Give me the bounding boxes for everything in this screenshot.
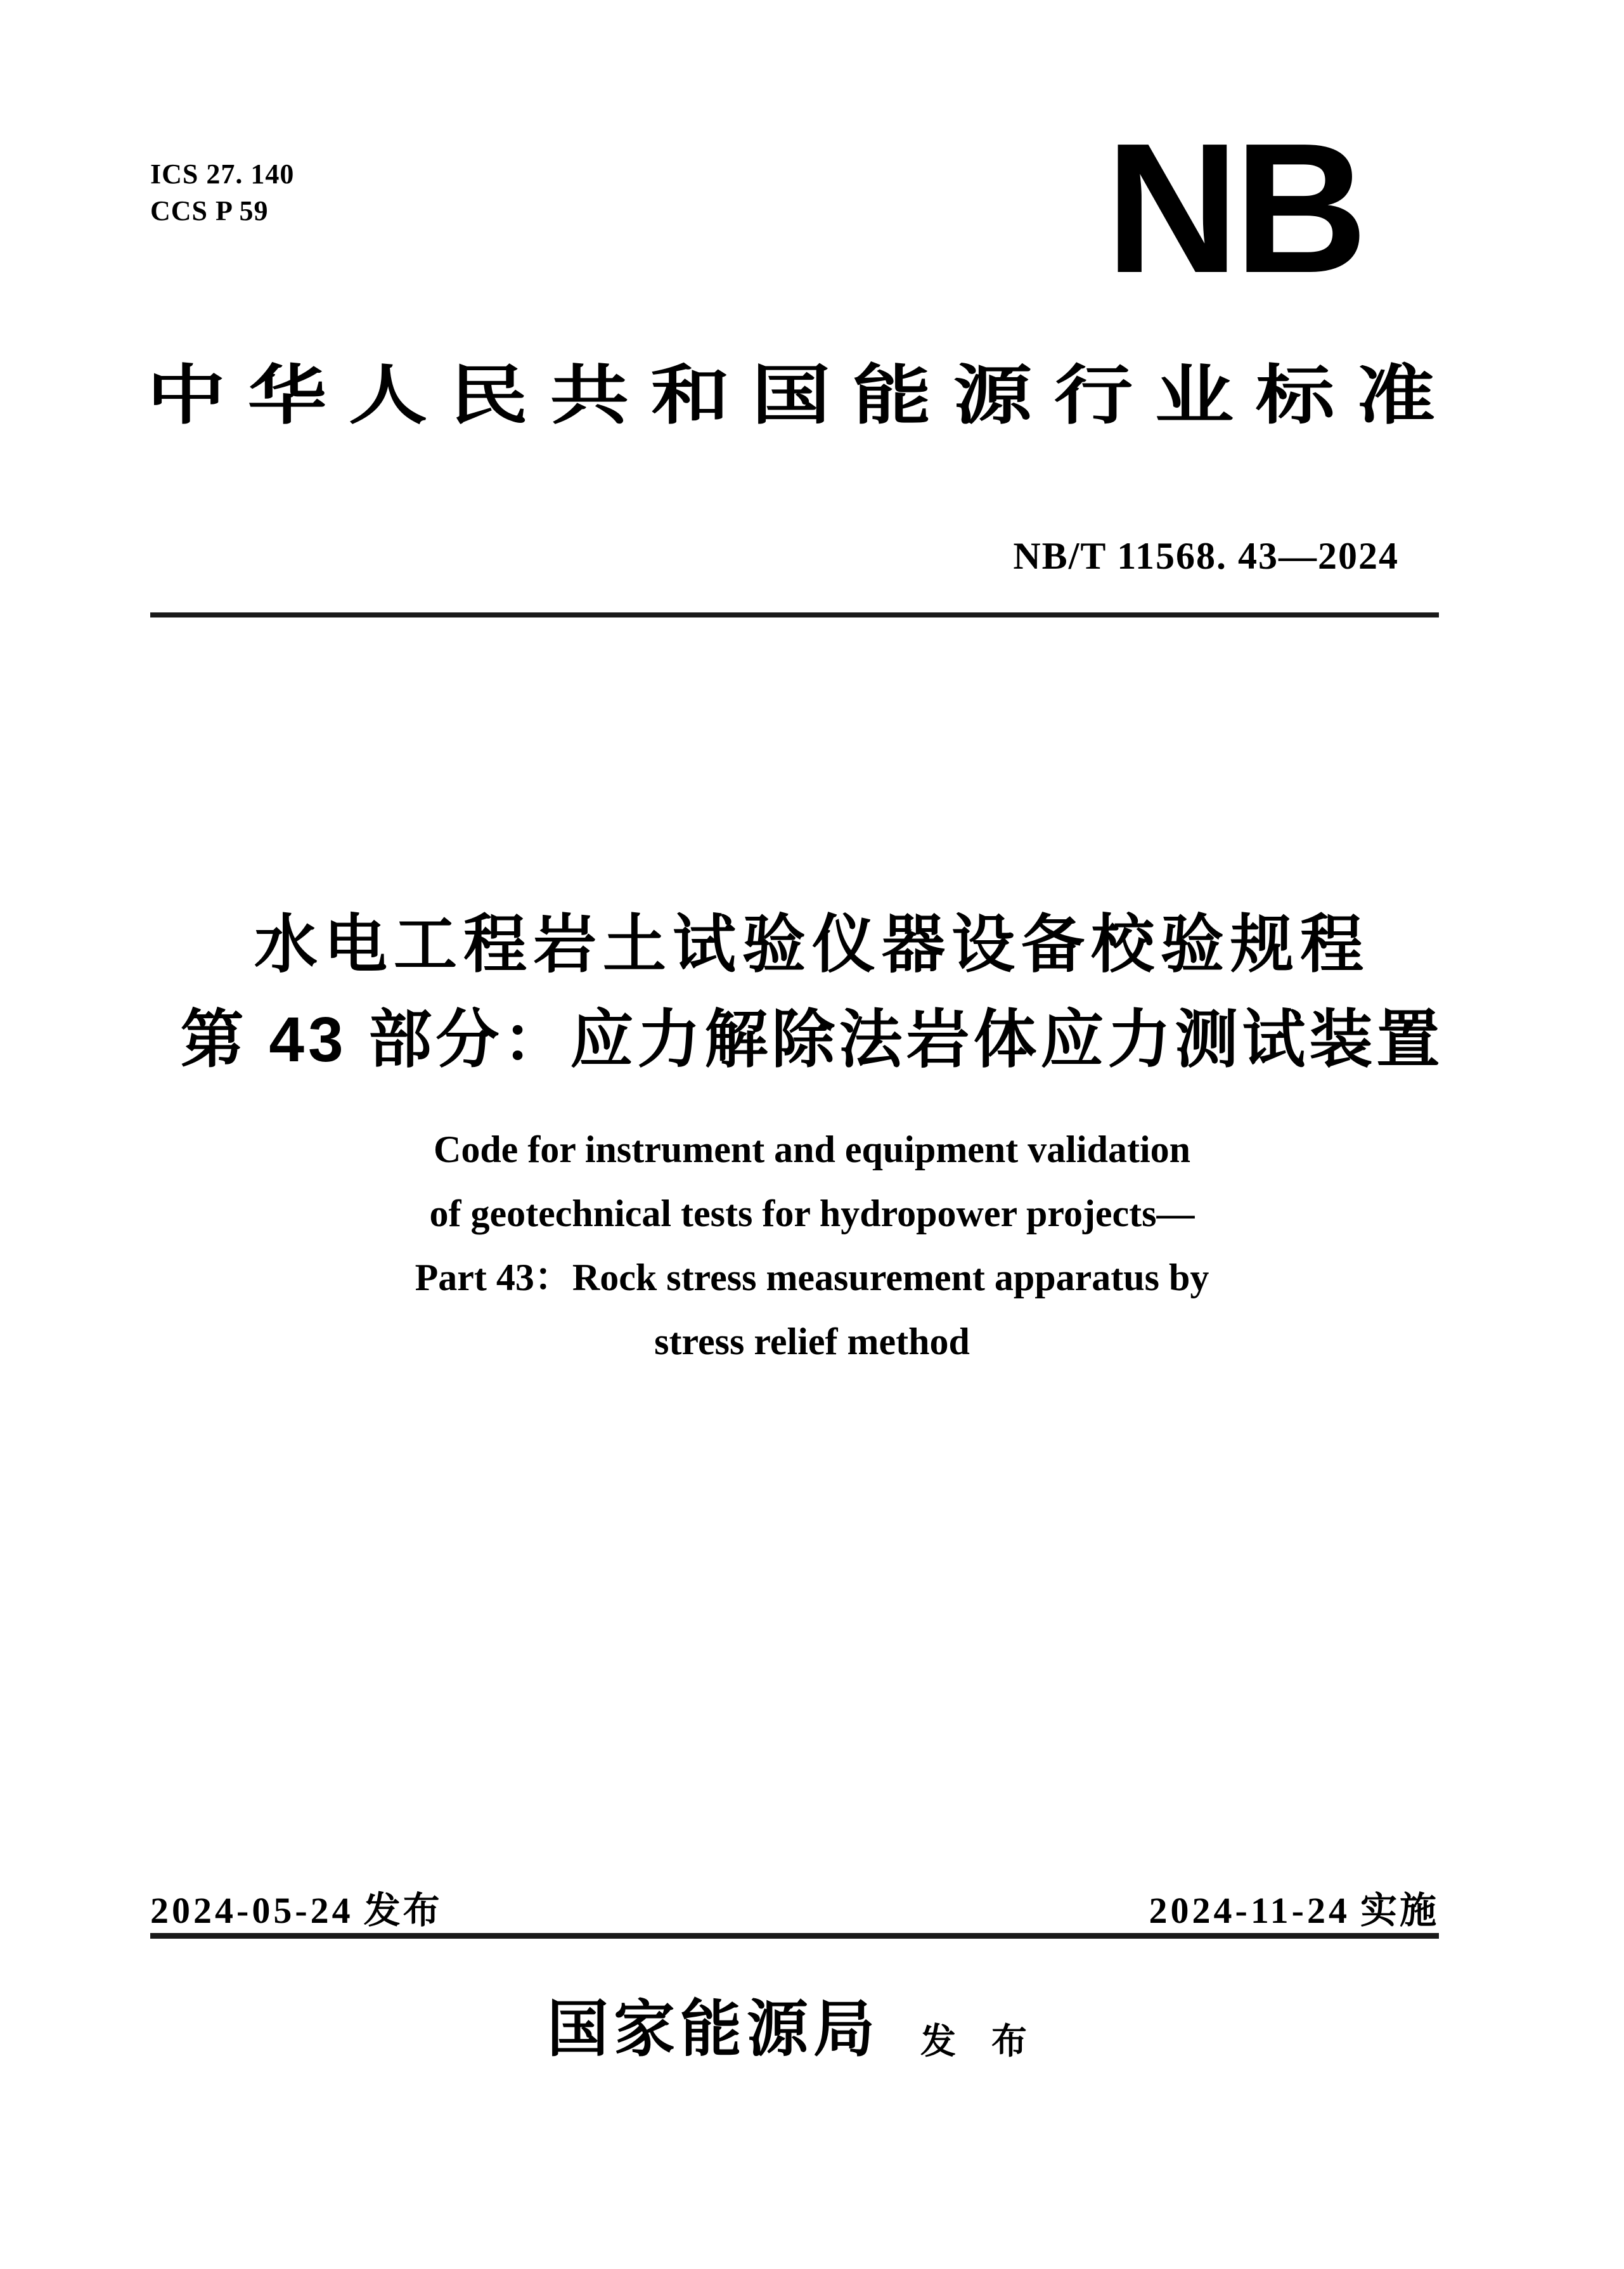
ics-code: ICS 27. 140 bbox=[150, 158, 295, 190]
class-title-char: 能 bbox=[852, 361, 932, 432]
issue-label: 发布 bbox=[363, 1890, 442, 1931]
top-rule bbox=[150, 612, 1439, 617]
title-cn-line2: 第 43 部分：应力解除法岩体应力测试装置 bbox=[180, 1004, 1444, 1075]
issue-date: 2024-05-24 bbox=[150, 1890, 354, 1931]
class-title-char: 中 bbox=[146, 361, 226, 432]
implementation-date: 2024-11-24 bbox=[1149, 1890, 1350, 1931]
title-en-line3: Part 43：Rock stress measurement apparatus by bbox=[415, 1257, 1209, 1298]
class-title-char: 共 bbox=[550, 361, 629, 432]
title-cn-line1: 水电工程岩土试验仪器设备校验规程 bbox=[254, 909, 1370, 980]
standard-class-title bbox=[146, 361, 1436, 432]
bottom-rule bbox=[150, 1933, 1439, 1939]
dates-row bbox=[150, 1880, 1439, 1934]
issue-date-block bbox=[150, 1880, 442, 1934]
title-en-line1: Code for instrument and equipment validation bbox=[433, 1128, 1191, 1170]
class-title-char: 和 bbox=[650, 361, 730, 432]
class-title-char: 华 bbox=[247, 361, 327, 432]
nb-logo: NB bbox=[1105, 105, 1363, 311]
class-title-char: 源 bbox=[953, 361, 1033, 432]
standard-number: NB/T 11568. 43—2024 bbox=[1013, 535, 1399, 577]
title-english bbox=[0, 1118, 1624, 1374]
publisher-action-label: 发 布 bbox=[920, 2022, 1027, 2062]
class-title-char: 行 bbox=[1054, 361, 1133, 432]
publisher-name: 国家能源局 bbox=[547, 1996, 880, 2064]
title-en-line4: stress relief method bbox=[654, 1321, 970, 1362]
ccs-code: CCS P 59 bbox=[150, 195, 269, 226]
class-title-char: 国 bbox=[751, 361, 831, 432]
class-title-char: 准 bbox=[1356, 361, 1436, 432]
class-title-char: 业 bbox=[1154, 361, 1234, 432]
classification-codes bbox=[150, 156, 294, 229]
class-title-char: 标 bbox=[1255, 361, 1335, 432]
title-chinese bbox=[0, 911, 1624, 1073]
class-title-char: 民 bbox=[449, 361, 529, 432]
title-en-line2: of geotechnical tests for hydropower projects— bbox=[429, 1193, 1195, 1234]
implementation-date-block bbox=[1149, 1880, 1439, 1934]
class-title-char: 人 bbox=[348, 361, 428, 432]
implementation-label: 实施 bbox=[1360, 1890, 1439, 1931]
